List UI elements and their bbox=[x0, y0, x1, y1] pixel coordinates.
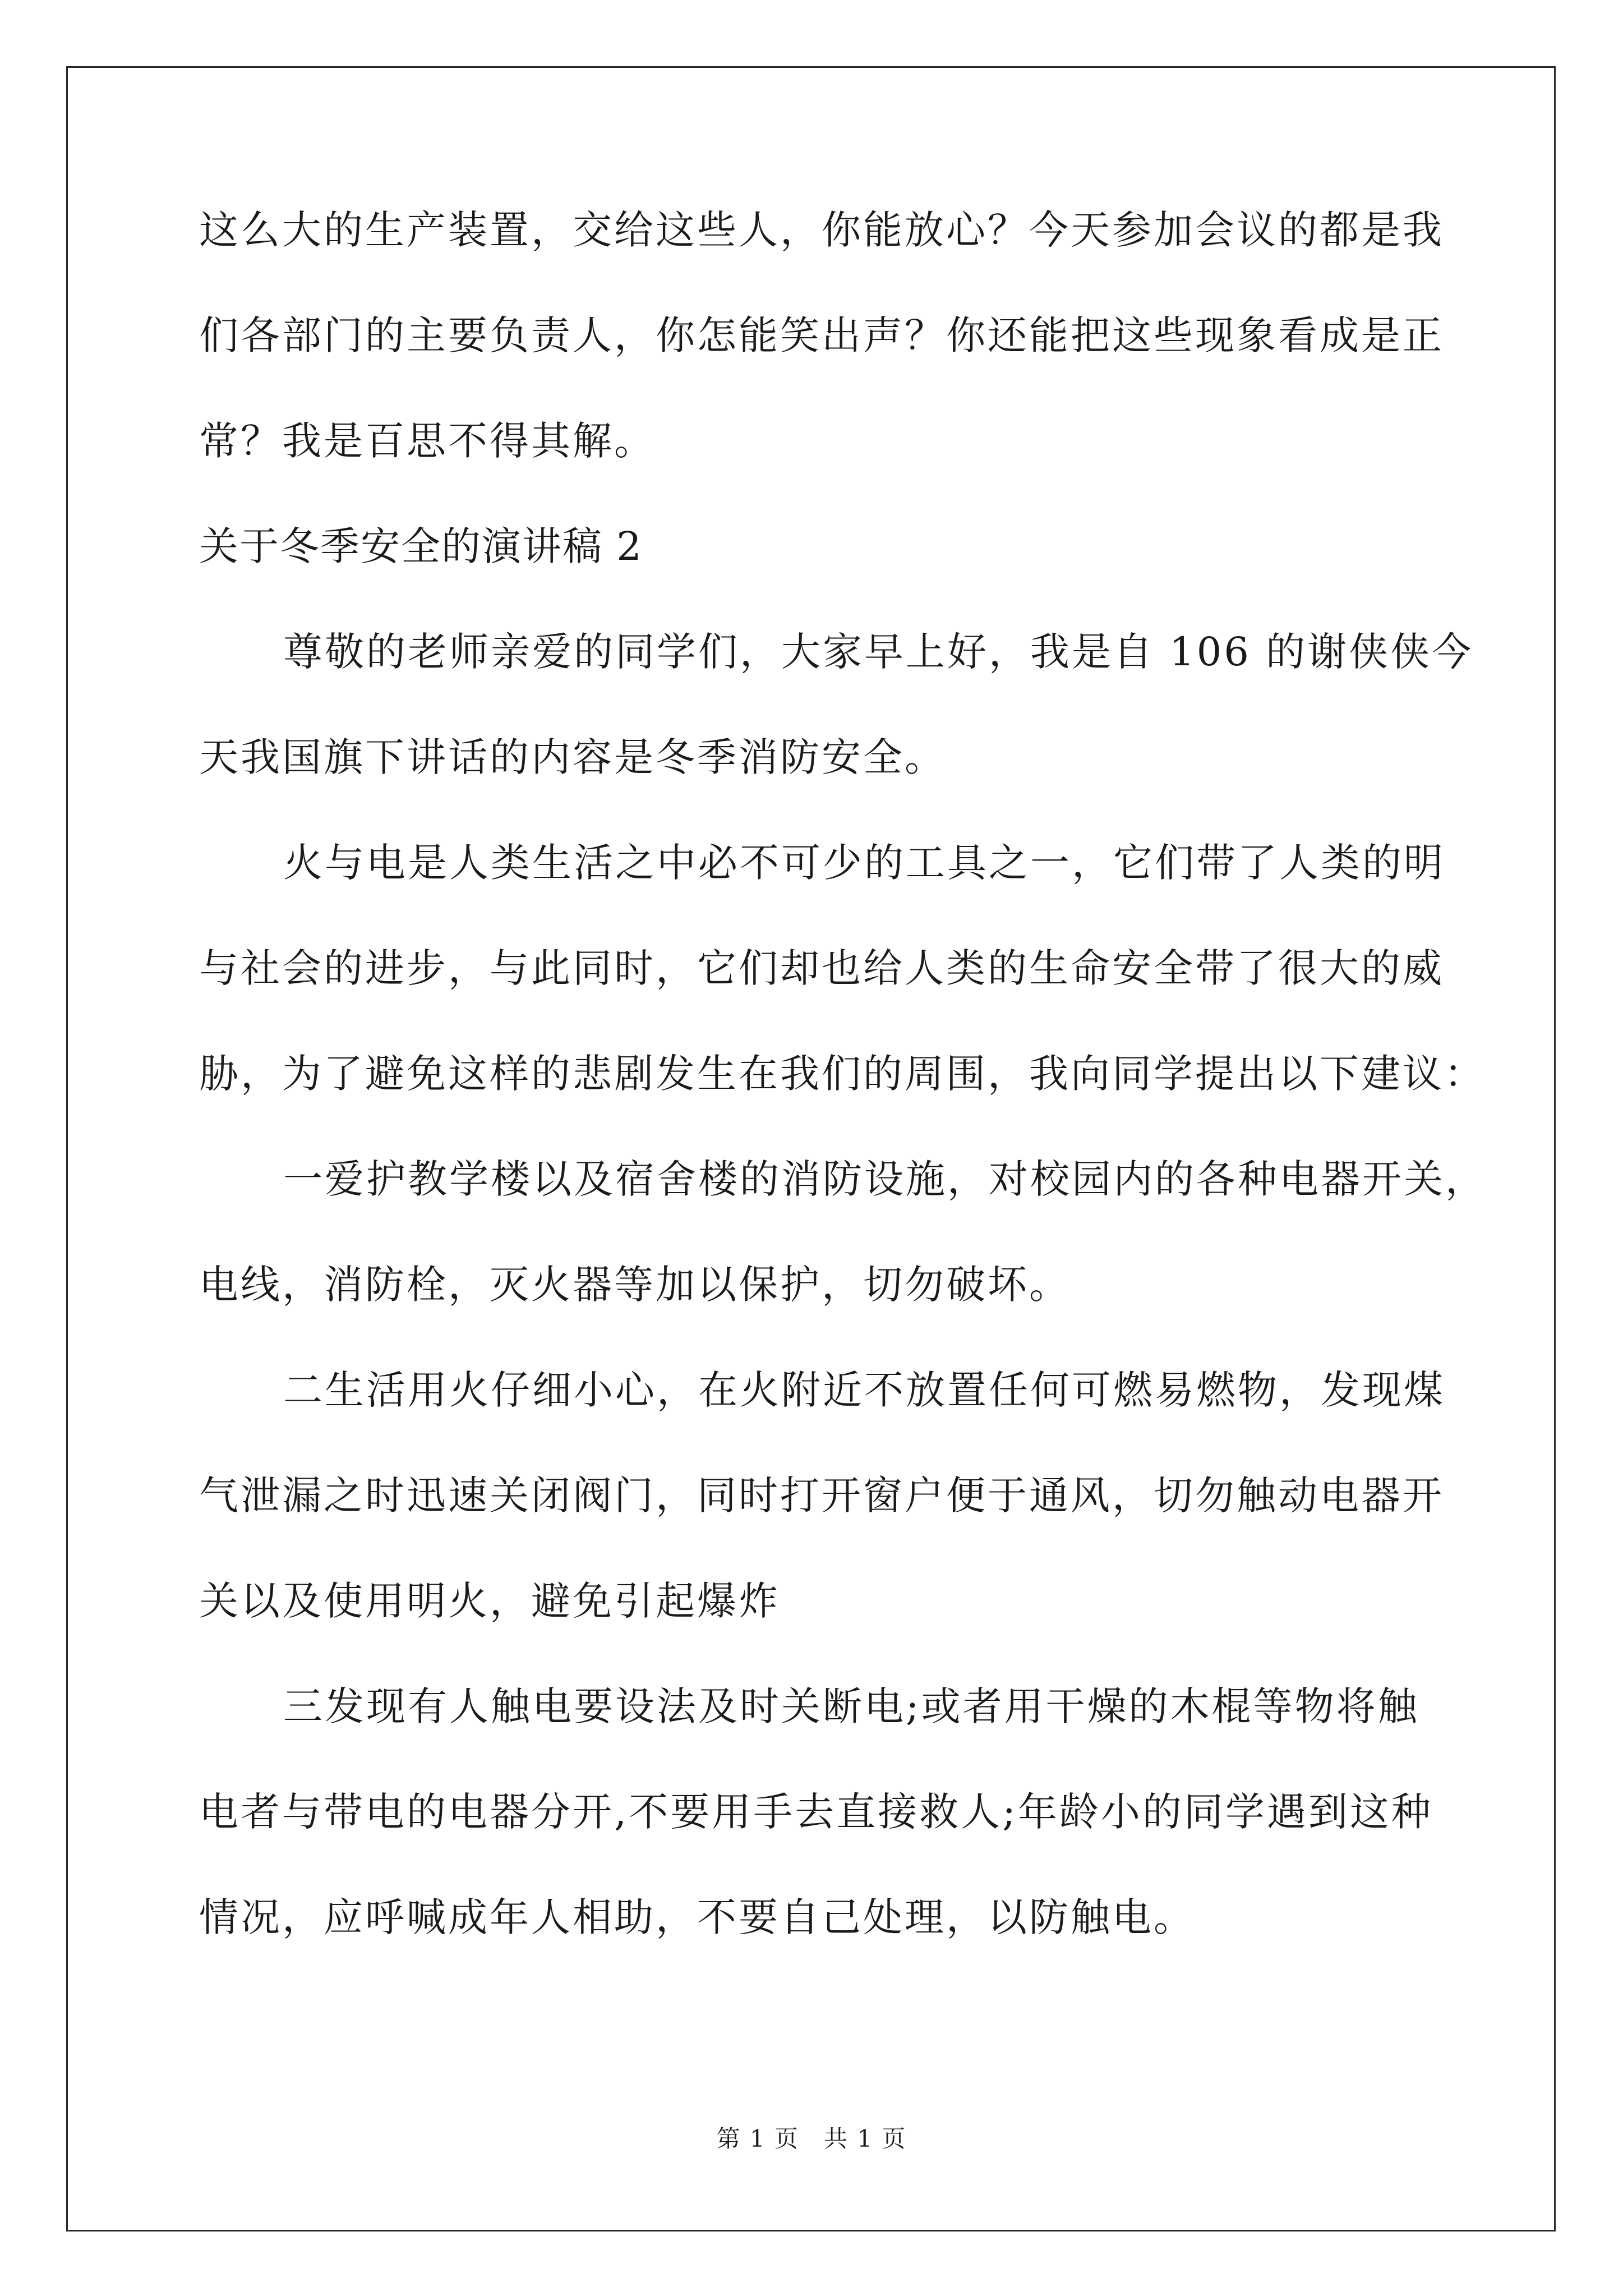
text-line: 关以及使用明火，避免引起爆炸 bbox=[199, 1578, 780, 1624]
text-line: 们各部门的主要负责人，你怎能笑出声？你还能把这些现象看成是正 bbox=[199, 312, 1444, 358]
text-line: 常？我是百思不得其解。 bbox=[199, 418, 656, 464]
text-line: 三发现有人触电要设法及时关断电;或者用干燥的木棍等物将触 bbox=[283, 1683, 1419, 1729]
text-line: 这么大的生产装置，交给这些人，你能放心？今天参加会议的都是我 bbox=[199, 207, 1444, 253]
text-line: 气泄漏之时迅速关闭阀门，同时打开窗户便于通风，切勿触动电器开 bbox=[199, 1473, 1444, 1519]
text-line: 胁，为了避免这样的悲剧发生在我们的周围，我向同学提出以下建议： bbox=[199, 1051, 1486, 1097]
text-line: 电线，消防栓，灭火器等加以保护，切勿破坏。 bbox=[199, 1262, 1071, 1308]
document-body bbox=[199, 207, 1487, 2003]
text-line: 与社会的进步，与此同时，它们却也给人类的生命安全带了很大的威 bbox=[199, 945, 1444, 991]
text-line: 尊敬的老师亲爱的同学们，大家早上好，我是自 106 的谢侠侠今 bbox=[283, 629, 1474, 675]
text-line: 电者与带电的电器分开,不要用手去直接救人;年龄小的同学遇到这种 bbox=[199, 1789, 1433, 1835]
text-line: 二生活用火仔细小心，在火附近不放置任何可燃易燃物，发现煤 bbox=[283, 1367, 1445, 1413]
section-heading: 关于冬季安全的演讲稿 2 bbox=[199, 523, 643, 569]
text-line: 一爱护教学楼以及宿舍楼的消防设施，对校园内的各种电器开关， bbox=[283, 1156, 1487, 1202]
text-line: 火与电是人类生活之中必不可少的工具之一，它们带了人类的明 bbox=[283, 840, 1445, 886]
text-line: 情况，应呼喊成年人相助，不要自己处理，以防触电。 bbox=[199, 1894, 1195, 1940]
text-line: 天我国旗下讲话的内容是冬季消防安全。 bbox=[199, 734, 946, 780]
page-footer: 第 1 页 共 1 页 bbox=[716, 2125, 907, 2152]
